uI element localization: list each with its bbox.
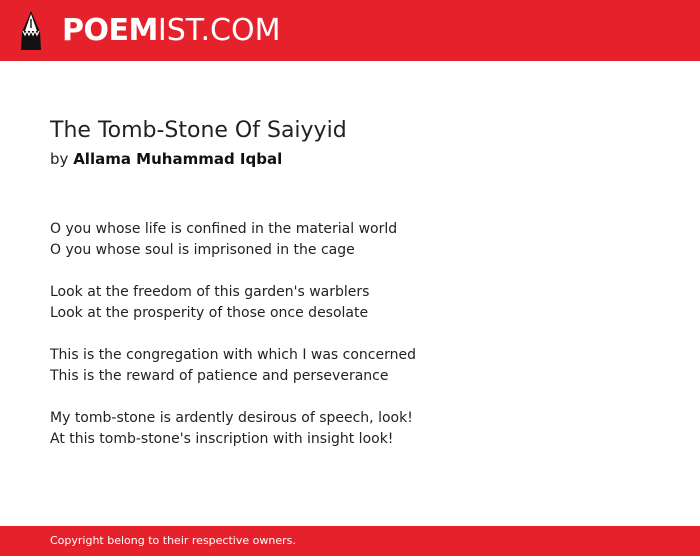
stanza xyxy=(50,345,670,387)
copyright-notice: Copyright belong to their respective owners. xyxy=(50,534,296,547)
poem-line: Look at the prosperity of those once desolate xyxy=(50,305,369,321)
poem-line: This is the reward of patience and perseverance xyxy=(50,368,389,384)
site-header xyxy=(0,0,700,61)
site-logo[interactable] xyxy=(62,13,280,49)
poem-line: This is the congregation with which I was concerned xyxy=(50,347,417,363)
poem-line: O you whose life is confined in the material world xyxy=(50,221,398,237)
poem-title: The Tomb-Stone Of Saiyyid xyxy=(50,118,347,143)
stanza xyxy=(50,282,670,324)
pen-nib-icon[interactable] xyxy=(18,10,44,52)
author-name[interactable]: Allama Muhammad Iqbal xyxy=(73,150,283,168)
poem-body xyxy=(50,219,670,471)
poem-line: At this tomb-stone's inscription with insight look! xyxy=(50,431,394,447)
logo-text-bold: POEM xyxy=(62,13,158,48)
stanza xyxy=(50,408,670,450)
poem-line: O you whose soul is imprisoned in the cage xyxy=(50,242,355,258)
stanza xyxy=(50,219,670,261)
poem-byline xyxy=(50,149,282,169)
by-label: by xyxy=(50,150,69,168)
poem-line: Look at the freedom of this garden's warblers xyxy=(50,284,370,300)
site-footer xyxy=(0,526,700,556)
logo-text-light: IST.COM xyxy=(157,13,281,48)
poem-line: My tomb-stone is ardently desirous of speech, look! xyxy=(50,410,413,426)
